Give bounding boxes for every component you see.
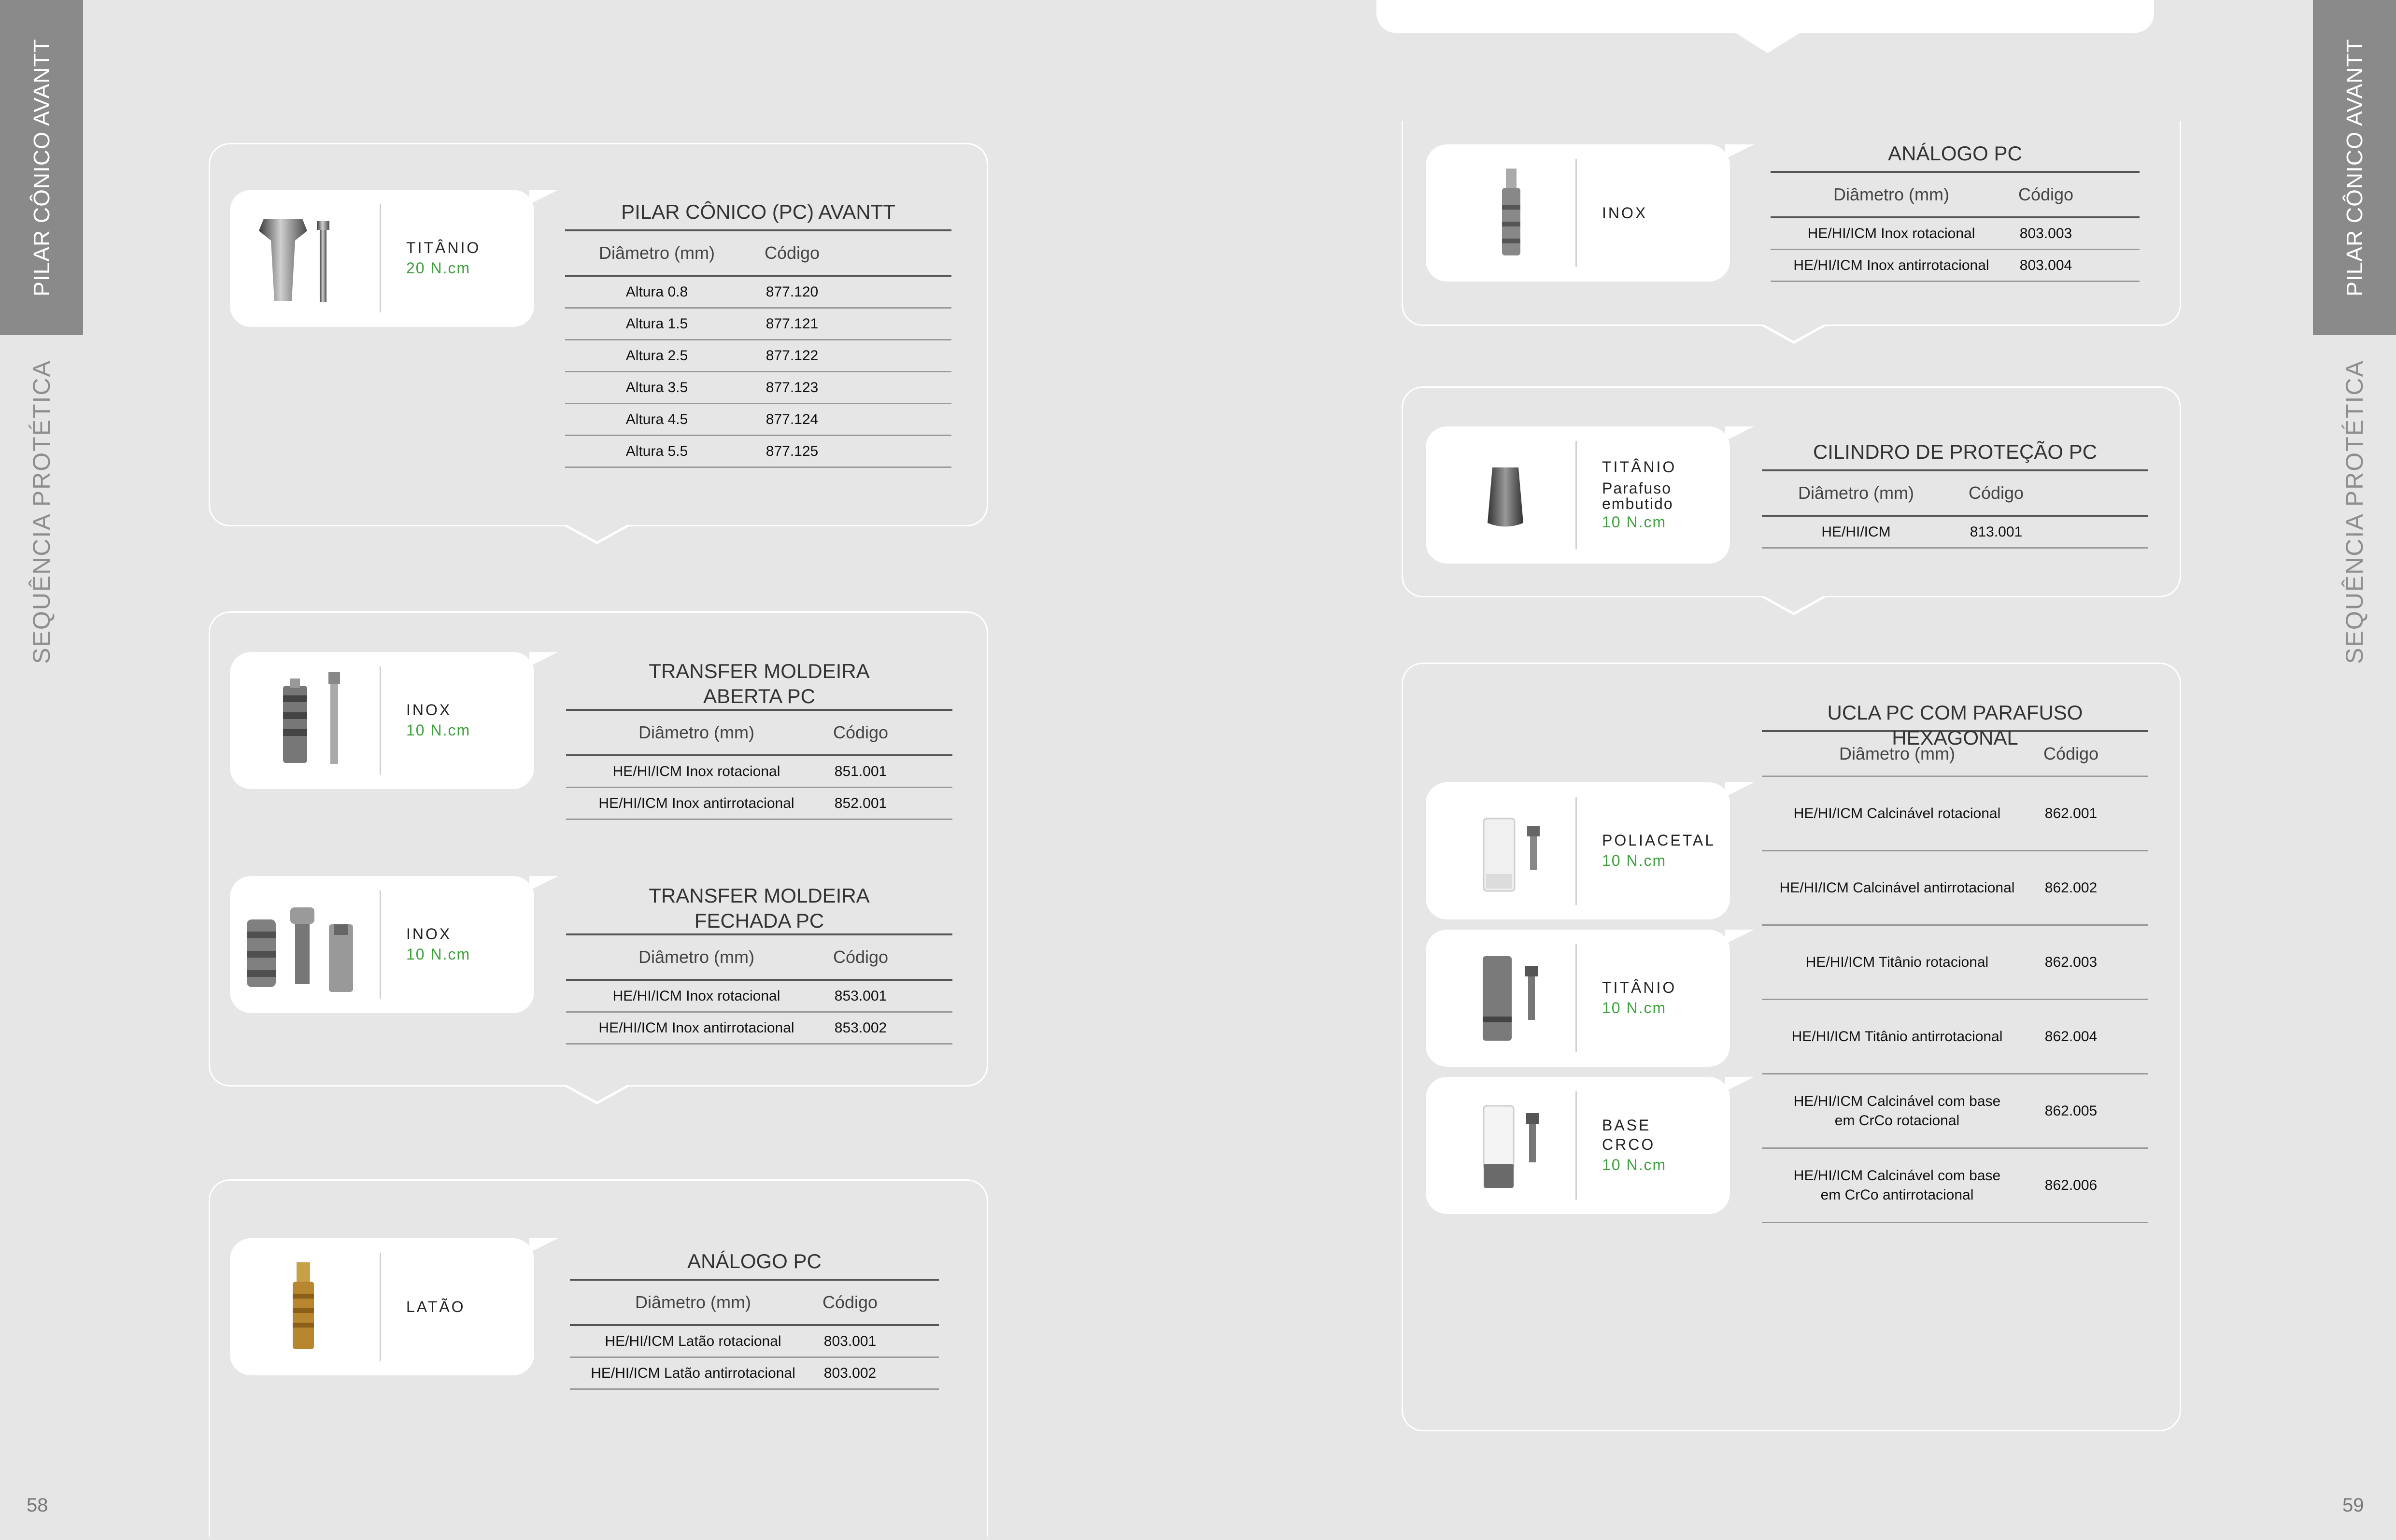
cell-diametro: Altura 5.5 [625, 443, 688, 459]
cell-diametro: Altura 2.5 [625, 347, 688, 364]
card-divider [1575, 797, 1577, 905]
product-card-analogo-inox [1426, 144, 1730, 282]
card-info [406, 1238, 466, 1375]
table-title: ANÁLOGO PC [687, 1250, 822, 1272]
cell-codigo: 803.002 [823, 1365, 877, 1381]
card-divider [1575, 944, 1577, 1052]
table-row [566, 756, 952, 788]
card-divider [380, 204, 381, 312]
table-pilar [565, 199, 951, 468]
closed-tray-transfer-icon [244, 890, 370, 999]
torque-label: 20 N.cm [406, 259, 471, 277]
cell-line: HE/HI/ICM Calcinável com base [1793, 1093, 2001, 1109]
col-codigo: Código [822, 1292, 878, 1312]
cell-codigo: 877.123 [766, 379, 819, 396]
cell-codigo: 813.001 [1970, 523, 2023, 540]
table-row [566, 1013, 952, 1045]
table-header [565, 231, 951, 275]
torque-label: 10 N.cm [1602, 852, 1667, 869]
product-card-cilindro [1426, 426, 1730, 564]
card-divider [1575, 1091, 1577, 1200]
table-title-line1: TRANSFER MOLDEIRA [649, 884, 870, 907]
card-divider [380, 666, 381, 775]
card-notch [1725, 782, 1754, 797]
titanium-ucla-icon [1440, 944, 1566, 1052]
card-info [1602, 144, 1647, 282]
group-pointer-fill [1764, 325, 1824, 341]
protection-cylinder-icon [1440, 441, 1566, 549]
page-number-right: 59 [2342, 1495, 2364, 1516]
table-transfer-aberta [566, 659, 952, 820]
material-label: TITÂNIO [406, 239, 481, 256]
cell-codigo: 877.120 [766, 283, 819, 300]
table-transfer-fechada [566, 883, 952, 1045]
cell-codigo: 803.001 [823, 1333, 877, 1349]
cell-codigo: 877.122 [766, 347, 819, 364]
table-row [565, 277, 951, 309]
side-tab-left [0, 0, 83, 335]
steel-analog-icon [1440, 159, 1566, 267]
cell-codigo: 853.001 [834, 988, 887, 1004]
card-notch [1725, 426, 1754, 441]
cell-codigo: 803.003 [2019, 225, 2072, 241]
cell-diametro: Altura 4.5 [625, 411, 688, 427]
cell-diametro: HE/HI/ICM Inox rotacional [1807, 225, 1975, 241]
material-sub-label: Parafuso [1602, 480, 1672, 497]
side-subtitle-left [0, 360, 83, 664]
cell-diametro [1762, 804, 2032, 823]
table-row [1771, 218, 2140, 250]
card-notch [529, 190, 558, 204]
table-header [566, 935, 952, 979]
table-cilindro [1762, 439, 2148, 549]
product-card-transfer-fechada [230, 876, 534, 1013]
table-row [565, 404, 951, 436]
cell-codigo: 853.002 [834, 1019, 887, 1036]
page-number-left: 58 [27, 1495, 48, 1516]
cell-codigo: 851.001 [834, 763, 887, 779]
table-row [565, 340, 951, 372]
cell-diametro: HE/HI/ICM Inox rotacional [612, 763, 780, 779]
cell-codigo: 852.001 [834, 795, 887, 811]
material-label: INOX [406, 701, 452, 719]
cell-diametro: Altura 0.8 [625, 283, 688, 300]
col-diametro: Diâmetro (mm) [1839, 744, 1955, 763]
cell-diametro: Altura 1.5 [625, 315, 688, 332]
table-row [1762, 1149, 2148, 1223]
table-row [1762, 517, 2148, 549]
product-card-ucla-titanio [1426, 930, 1730, 1067]
torque-label: 10 N.cm [406, 721, 471, 739]
table-analogo-latao [570, 1249, 939, 1390]
table-row [1762, 1000, 2148, 1074]
cell-diametro: HE/HI/ICM Inox antirrotacional [598, 795, 794, 811]
side-subtitle-text: SEQUÊNCIA PROTÉTICA [2341, 360, 2368, 664]
cell-diametro: HE/HI/ICM Inox antirrotacional [598, 1019, 794, 1036]
card-notch [1725, 1077, 1754, 1091]
table-title: ANÁLOGO PC [1888, 142, 2022, 165]
top-partial-box [1376, 0, 2154, 33]
cell-diametro: HE/HI/ICM Latão rotacional [605, 1333, 781, 1349]
cell-line: HE/HI/ICM Calcinável antirrotacional [1779, 879, 2015, 896]
cell-line: em CrCo rotacional [1834, 1112, 1960, 1129]
material-label: POLIACETAL [1602, 832, 1716, 849]
table-row [1762, 851, 2148, 926]
col-diametro: Diâmetro (mm) [638, 947, 754, 967]
cell-line: HE/HI/ICM Titânio antirrotacional [1791, 1028, 2003, 1045]
torque-label: 10 N.cm [1602, 999, 1667, 1017]
table-row [1762, 777, 2148, 851]
table-row [1771, 250, 2140, 282]
table-header [1762, 471, 2148, 515]
material-sub-label: embutido [1602, 495, 1673, 512]
col-codigo: Código [833, 722, 889, 742]
torque-label: 10 N.cm [1602, 1156, 1667, 1173]
cell-codigo: 862.004 [2044, 1028, 2098, 1045]
material-label: LATÃO [406, 1298, 466, 1315]
cell-diametro [1762, 1166, 2032, 1205]
cell-diametro [1762, 878, 2032, 898]
col-codigo: Código [1968, 483, 2024, 503]
cell-diametro [1762, 1027, 2032, 1046]
col-diametro: Diâmetro (mm) [1833, 184, 1949, 204]
abutment-and-screw-icon [244, 204, 370, 312]
cell-line: HE/HI/ICM Calcinável rotacional [1793, 805, 2001, 821]
table-row [566, 981, 952, 1013]
cell-line: HE/HI/ICM Calcinável com base [1793, 1167, 2001, 1184]
group-pointer-fill [567, 1085, 627, 1102]
side-subtitle-right [2313, 360, 2396, 664]
card-info [1602, 782, 1715, 919]
table-analogo-inox [1771, 141, 2140, 282]
table-row [566, 788, 952, 820]
table-title-line1: TRANSFER MOLDEIRA [649, 660, 870, 682]
material-label-b: CRCO [1602, 1136, 1656, 1153]
cell-diametro: Altura 3.5 [625, 379, 688, 396]
product-card-ucla-crco [1426, 1077, 1730, 1214]
group-pointer-fill [1764, 596, 1824, 612]
material-label: INOX [406, 925, 452, 943]
side-subtitle-text: SEQUÊNCIA PROTÉTICA [28, 360, 55, 664]
side-tab-title: PILAR CÔNICO AVANTT [29, 39, 55, 297]
cell-line: HE/HI/ICM Titânio rotacional [1805, 954, 1989, 970]
table-title: CILINDRO DE PROTEÇÃO PC [1813, 440, 2098, 463]
card-divider [1575, 159, 1577, 267]
cell-codigo: 862.001 [2044, 805, 2098, 821]
cell-diametro: HE/HI/ICM Inox rotacional [612, 988, 780, 1004]
torque-label: 10 N.cm [1602, 513, 1667, 531]
table-row [565, 372, 951, 404]
table-row [565, 436, 951, 468]
card-notch [1725, 930, 1754, 944]
side-tab-title: PILAR CÔNICO AVANTT [2342, 39, 2368, 297]
col-codigo: Código [2043, 744, 2099, 763]
col-diametro: Diâmetro (mm) [638, 722, 754, 742]
product-card-transfer-aberta [230, 652, 534, 789]
col-codigo: Código [764, 243, 820, 263]
cell-diametro [1762, 1092, 2032, 1130]
product-card-ucla-poliacetal [1426, 782, 1730, 919]
card-notch [529, 652, 558, 666]
col-diametro: Diâmetro (mm) [1798, 483, 1914, 503]
card-notch [1725, 144, 1754, 159]
open-tray-transfer-icon [244, 666, 370, 775]
table-header [1771, 173, 2140, 216]
card-info [1602, 1077, 1666, 1214]
material-label: INOX [1602, 204, 1648, 222]
table-title-line2: FECHADA PC [694, 909, 824, 932]
table-row [570, 1326, 939, 1358]
cell-diametro: HE/HI/ICM Latão antirrotacional [591, 1365, 795, 1381]
top-partial-pointer [1734, 32, 1801, 53]
cell-line: em CrCo antirrotacional [1820, 1187, 1974, 1203]
table-header [566, 711, 952, 754]
group-pointer-fill [567, 525, 627, 541]
col-codigo: Código [833, 947, 889, 967]
card-notch [529, 1238, 558, 1253]
col-codigo: Código [2018, 184, 2074, 204]
poliacetal-ucla-icon [1440, 797, 1566, 905]
cell-codigo: 877.121 [766, 315, 819, 332]
cell-codigo: 877.125 [766, 443, 819, 459]
table-ucla [1762, 700, 2148, 1223]
side-tab-right [2313, 0, 2396, 335]
cell-codigo: 803.004 [2019, 257, 2072, 273]
cell-codigo: 862.005 [2044, 1102, 2098, 1119]
card-notch [529, 876, 558, 890]
card-info [406, 652, 470, 789]
product-card-analogo-latao [230, 1238, 534, 1375]
table-title: PILAR CÔNICO (PC) AVANTT [621, 200, 895, 223]
cell-codigo: 877.124 [766, 411, 819, 427]
table-row [1762, 1074, 2148, 1149]
col-diametro: Diâmetro (mm) [635, 1292, 751, 1312]
table-title: UCLA PC COM PARAFUSO HEXAGONAL [1827, 701, 2083, 749]
cell-codigo: 862.002 [2044, 879, 2098, 896]
product-card-pilar [230, 190, 534, 327]
material-label: BASE [1602, 1116, 1651, 1134]
card-info [406, 190, 481, 327]
cell-diametro: HE/HI/ICM Inox antirrotacional [1793, 257, 1989, 273]
cell-diametro [1762, 953, 2032, 972]
table-row [570, 1358, 939, 1390]
card-divider [380, 1253, 381, 1361]
table-header [570, 1281, 939, 1324]
card-info [1602, 930, 1676, 1067]
cell-codigo: 862.003 [2044, 954, 2098, 970]
card-info [406, 876, 470, 1013]
table-title-line2: ABERTA PC [703, 685, 815, 707]
card-divider [380, 890, 381, 999]
torque-label: 10 N.cm [406, 946, 471, 963]
cell-diametro: HE/HI/ICM [1821, 523, 1891, 540]
table-row [1762, 926, 2148, 1000]
crco-ucla-icon [1440, 1091, 1566, 1200]
col-diametro: Diâmetro (mm) [599, 243, 715, 263]
brass-analog-icon [244, 1253, 370, 1361]
card-info [1602, 426, 1676, 564]
material-label: TITÂNIO [1602, 979, 1677, 996]
table-row [565, 309, 951, 340]
material-label: TITÂNIO [1602, 458, 1677, 476]
card-divider [1575, 441, 1577, 549]
cell-codigo: 862.006 [2044, 1177, 2098, 1193]
